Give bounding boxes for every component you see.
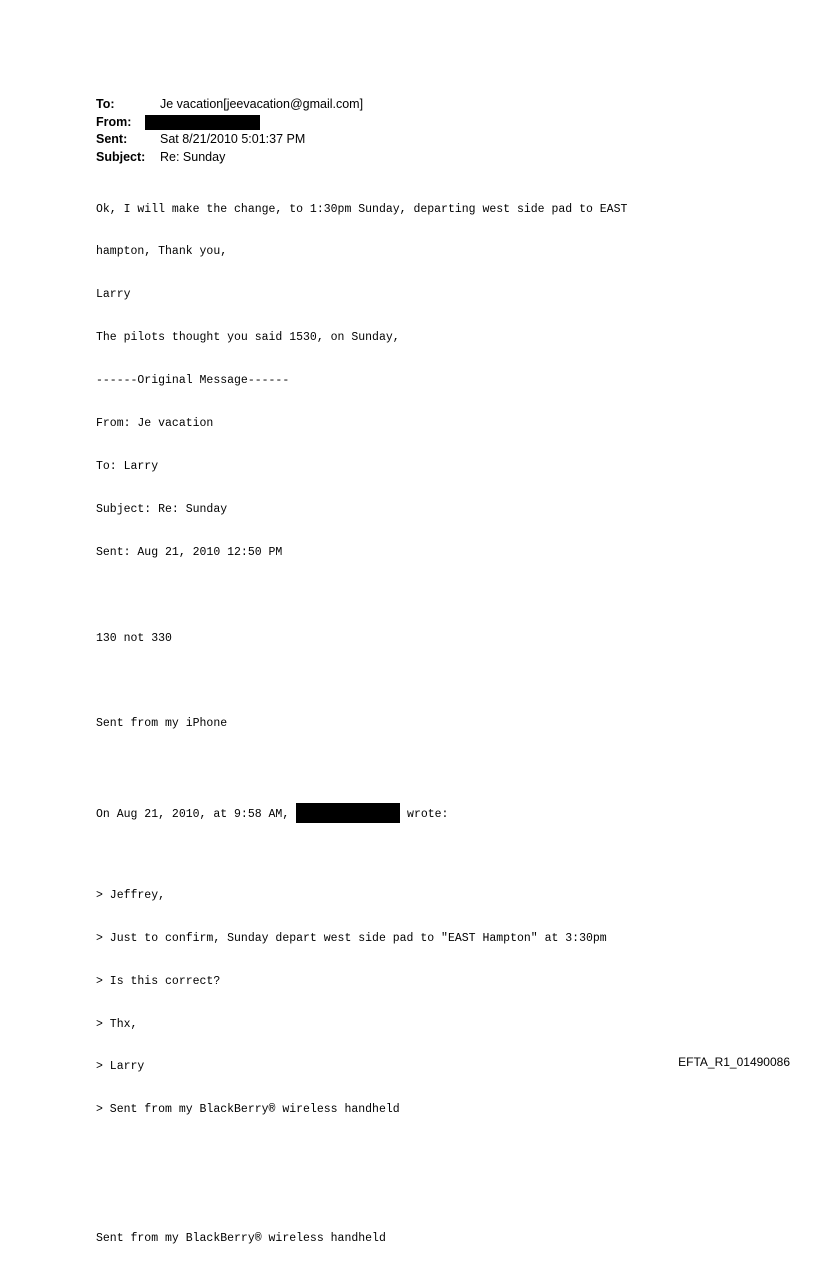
subject-value: Re: Sunday [160,149,226,164]
sender-redaction [296,803,400,823]
body-line: 130 not 330 [96,631,172,645]
body-line: hampton, Thank you, [96,245,228,259]
body-line: Ok, I will make the change, to 1:30pm Sunday, departing west side pad to EAST [96,202,628,216]
blank-line [96,589,627,603]
quoted-line: > Thx, [96,1017,138,1031]
blank-line [96,1146,627,1160]
from-redaction [145,115,260,130]
signature-line: Sent from my BlackBerry® wireless handheld [96,1231,386,1245]
attribution-text: On Aug 21, 2010, at 9:58 AM, [96,808,297,822]
body-line: From: Je vacation [96,417,214,431]
body-line: The pilots thought you said 1530, on Sunday, [96,331,400,345]
body-line: To: Larry [96,459,159,473]
to-value: Je vacation[jeevacation@gmail.com] [160,97,364,111]
body-line: Sent: Aug 21, 2010 12:50 PM [96,545,283,559]
blank-line [96,846,627,860]
to-label: To: [96,97,115,111]
email-body [96,174,627,1261]
subject-label: Subject: [96,149,146,164]
quoted-line: > Jeffrey, [96,888,166,902]
blank-line [96,674,627,688]
quoted-line: > Just to confirm, Sunday depart west side pad to "EAST Hampton" at 3:30pm [96,931,607,945]
blank-line [96,1189,627,1203]
quote-attribution-line [96,803,627,822]
body-line: Larry [96,288,131,302]
from-label: From: [96,114,132,129]
document-id: EFTA_R1_01490086 [678,1055,790,1069]
blank-line [96,760,627,774]
attribution-wrote: wrote: [400,808,449,822]
quoted-line: > Is this correct? [96,974,221,988]
quoted-line: > Sent from my BlackBerry® wireless handheld [96,1103,400,1117]
sent-label: Sent: [96,132,128,146]
body-line: Subject: Re: Sunday [96,502,228,516]
quoted-line: > Larry [96,1060,145,1074]
sent-value: Sat 8/21/2010 5:01:37 PM [160,132,306,146]
original-message-divider: ------Original Message------ [96,374,290,388]
body-line: Sent from my iPhone [96,717,228,731]
